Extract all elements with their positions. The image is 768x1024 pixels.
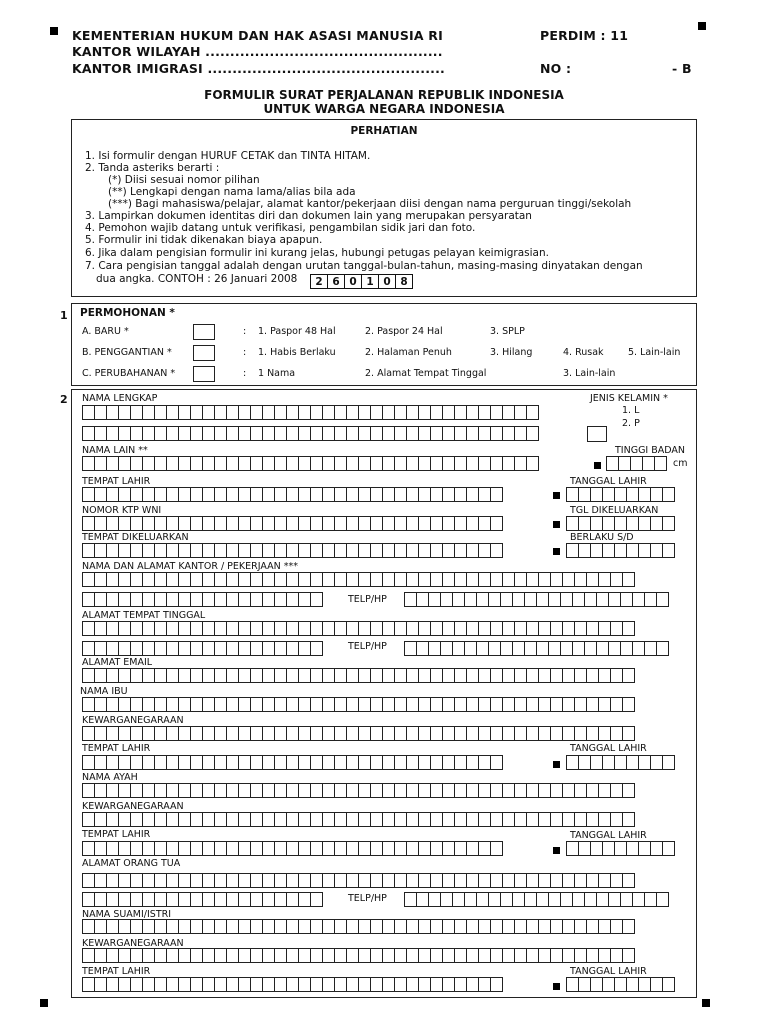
nama-ibu-cells[interactable] [82, 697, 634, 712]
field-marker [553, 847, 560, 854]
tempat-lahir-ayah-cells[interactable] [82, 841, 502, 856]
alamat-email-cells[interactable] [82, 668, 634, 683]
char-cell[interactable] [622, 873, 635, 888]
nama-ayah-cells[interactable] [82, 783, 634, 798]
char-cell[interactable] [662, 543, 675, 558]
notice-heading: PERHATIAN [350, 125, 418, 137]
date-example-digit: 2 [310, 274, 328, 289]
label-tanggal-lahir-ibu: TANGGAL LAHIR [570, 743, 647, 754]
tempat-lahir-pasangan-cells[interactable] [82, 977, 502, 992]
section-number: 2 [60, 393, 68, 406]
colon: : [243, 368, 247, 379]
regional-office-line: KANTOR WILAYAH ................................................ [72, 44, 443, 59]
kantor-row1[interactable] [82, 572, 634, 587]
char-cell[interactable] [662, 487, 675, 502]
char-cell[interactable] [622, 919, 635, 934]
registration-mark [50, 27, 58, 35]
label-telp-hp-orang-tua: TELP/HP [348, 893, 387, 904]
char-cell[interactable] [490, 755, 503, 770]
tempat-lahir-ibu-cells[interactable] [82, 755, 502, 770]
nama-lengkap-row1[interactable] [82, 405, 538, 420]
option-text: 1. Habis Berlaku [258, 347, 336, 358]
label-jenis-kelamin: JENIS KELAMIN * [590, 393, 668, 404]
label-tempat-lahir-ibu: TEMPAT LAHIR [82, 743, 151, 754]
field-marker [553, 492, 560, 499]
notice-item: (**) Lengkapi dengan nama lama/alias bila ada [108, 186, 356, 198]
label-tempat-lahir-pasangan: TEMPAT LAHIR [82, 966, 151, 977]
gender-choice-box[interactable] [587, 426, 607, 442]
kewarganegaraan-ayah-cells[interactable] [82, 812, 634, 827]
label-nama-suami-istri: NAMA SUAMI/ISTRI [82, 909, 172, 920]
char-cell[interactable] [622, 783, 635, 798]
char-cell[interactable] [622, 812, 635, 827]
notice-item: 7. Cara pengisian tanggal adalah dengan urutan tanggal-bulan-tahun, masing-masing dinyatakan dengan [85, 260, 643, 272]
char-cell[interactable] [310, 641, 323, 656]
perdim-number: PERDIM : 11 [540, 28, 629, 43]
alamat-tinggal-row1[interactable] [82, 621, 634, 636]
field-marker [553, 983, 560, 990]
char-cell[interactable] [662, 977, 675, 992]
ministry-name: KEMENTERIAN HUKUM DAN HAK ASASI MANUSIA RI [72, 28, 443, 43]
tanggal-lahir-pasangan-cells[interactable] [566, 977, 674, 992]
alamat-orang-tua-row2[interactable] [82, 892, 322, 907]
label-telp-hp: TELP/HP [348, 594, 387, 605]
label-nama-alamat-kantor: NAMA DAN ALAMAT KANTOR / PEKERJAAN *** [82, 561, 299, 572]
alamat-orang-tua-row1[interactable] [82, 873, 634, 888]
field-marker [553, 761, 560, 768]
option-text: 3. Lain-lain [563, 368, 616, 379]
label-alamat-tinggal: ALAMAT TEMPAT TINGGAL [82, 610, 206, 621]
registration-mark [40, 999, 48, 1007]
tanggal-lahir-ayah-cells[interactable] [566, 841, 674, 856]
label-berlaku: BERLAKU S/D [570, 532, 634, 543]
label-nomor-ktp: NOMOR KTP WNI [82, 505, 162, 516]
char-cell[interactable] [622, 948, 635, 963]
char-cell[interactable] [662, 516, 675, 531]
gender-option-l: 1. L [622, 405, 640, 416]
label-kewarganegaraan: KEWARGANEGARAAN [82, 715, 184, 726]
notice-item: (***) Bagi mahasiswa/pelajar, alamat kantor/pekerjaan diisi dengan nama perguruan tinggi/sekolah [108, 198, 632, 210]
label-nama-lengkap: NAMA LENGKAP [82, 393, 158, 404]
label-kewarganegaraan-ayah: KEWARGANEGARAAN [82, 801, 184, 812]
option-text: 3. SPLP [490, 326, 525, 337]
label-telp-hp: TELP/HP [348, 641, 387, 652]
option-text: 2. Alamat Tempat Tinggal [365, 368, 487, 379]
field-marker [553, 521, 560, 528]
label-tanggal-lahir-ayah: TANGGAL LAHIR [570, 830, 647, 841]
tanggal-lahir-cells[interactable] [566, 487, 674, 502]
label-alamat-email: ALAMAT EMAIL [82, 657, 153, 668]
tgl-dikeluarkan-cells[interactable] [566, 516, 674, 531]
label-tempat-lahir: TEMPAT LAHIR [82, 476, 151, 487]
form-number-label: NO : [540, 61, 572, 76]
alamat-tinggal-row2[interactable] [82, 641, 322, 656]
char-cell[interactable] [622, 572, 635, 587]
notice-item: 6. Jika dalam pengisian formulir ini kurang jelas, hubungi petugas pelayan keimigrasian. [85, 247, 549, 259]
label-tanggal-lahir: TANGGAL LAHIR [570, 476, 647, 487]
option-text: 1. Paspor 48 Hal [258, 326, 336, 337]
notice-item: 2. Tanda asteriks berarti : [85, 162, 220, 174]
kantor-row2[interactable] [82, 592, 322, 607]
option-label-perubahanan: C. PERUBAHANAN * [82, 368, 176, 379]
label-tanggal-lahir-pasangan: TANGGAL LAHIR [570, 966, 647, 977]
label-tinggi-badan: TINGGI BADAN [615, 445, 686, 456]
date-example-digit: 1 [361, 274, 379, 289]
telp-kantor-cells[interactable] [404, 592, 668, 607]
option-label-baru: A. BARU * [82, 326, 129, 337]
notice-item: 4. Pemohon wajib datang untuk verifikasi, pengambilan sidik jari dan foto. [85, 222, 476, 234]
date-example-digit: 0 [344, 274, 362, 289]
label-nama-lain: NAMA LAIN ** [82, 445, 148, 456]
section-number: 1 [60, 309, 68, 322]
registration-mark [702, 999, 710, 1007]
notice-item: 1. Isi formulir dengan HURUF CETAK dan TINTA HITAM. [85, 150, 371, 162]
date-example-digit: 8 [395, 274, 413, 289]
notice-item: 5. Formulir ini tidak dikenakan biaya apapun. [85, 234, 323, 246]
option-text: 3. Hilang [490, 347, 533, 358]
char-cell[interactable] [656, 641, 669, 656]
option-label-penggantian: B. PENGGANTIAN * [82, 347, 172, 358]
tinggi-badan-cells[interactable] [606, 456, 666, 471]
kewarganegaraan-ibu-cells[interactable] [82, 726, 634, 741]
char-cell[interactable] [490, 977, 503, 992]
char-cell[interactable] [656, 892, 669, 907]
date-example-digit: 0 [378, 274, 396, 289]
char-cell[interactable] [490, 841, 503, 856]
field-marker [553, 548, 560, 555]
field-marker [594, 462, 601, 469]
label-tgl-dikeluarkan: TGL DIKELUARKAN [570, 505, 659, 516]
option-text: 2. Halaman Penuh [365, 347, 452, 358]
gender-option-p: 2. P [622, 418, 640, 429]
section1-heading: PERMOHONAN * [80, 307, 175, 319]
char-cell[interactable] [622, 621, 635, 636]
char-cell[interactable] [526, 456, 539, 471]
char-cell[interactable] [656, 592, 669, 607]
char-cell[interactable] [526, 426, 539, 441]
char-cell[interactable] [622, 697, 635, 712]
nama-lain-row[interactable] [82, 456, 538, 471]
option-text: 1 Nama [258, 368, 296, 379]
nama-lengkap-row2[interactable] [82, 426, 538, 441]
notice-item: 3. Lampirkan dokumen identitas diri dan dokumen lain yang merupakan persyaratan [85, 210, 532, 222]
form-title: FORMULIR SURAT PERJALANAN REPUBLIK INDONESIA [204, 88, 564, 102]
option-text: 5. Lain-lain [628, 347, 681, 358]
char-cell[interactable] [662, 755, 675, 770]
char-cell[interactable] [490, 543, 503, 558]
option-text: 2. Paspor 24 Hal [365, 326, 443, 337]
registration-mark [698, 22, 706, 30]
nama-suami-istri-cells[interactable] [82, 919, 634, 934]
label-tempat-lahir-ayah: TEMPAT LAHIR [82, 829, 151, 840]
label-tempat-dikeluarkan: TEMPAT DIKELUARKAN [82, 532, 189, 543]
date-example-boxes [310, 274, 412, 289]
nomor-ktp-cells[interactable] [82, 516, 502, 531]
telp-tinggal-cells[interactable] [404, 641, 668, 656]
char-cell[interactable] [490, 487, 503, 502]
perubahanan-choice-box[interactable] [193, 366, 215, 382]
char-cell[interactable] [490, 516, 503, 531]
colon: : [243, 326, 247, 337]
label-kewarganegaraan-pasangan: KEWARGANEGARAAN [82, 938, 184, 949]
option-text: 4. Rusak [563, 347, 604, 358]
tempat-lahir-cells[interactable] [82, 487, 502, 502]
date-example-digit: 6 [327, 274, 345, 289]
label-nama-ibu: NAMA IBU [80, 686, 128, 697]
tempat-dikeluarkan-cells[interactable] [82, 543, 502, 558]
notice-item: dua angka. CONTOH : 26 Januari 2008 [96, 273, 298, 285]
label-alamat-orang-tua: ALAMAT ORANG TUA [82, 858, 181, 869]
berlaku-cells[interactable] [566, 543, 674, 558]
kewarganegaraan-pasangan-cells[interactable] [82, 948, 634, 963]
label-cm: cm [673, 458, 688, 469]
notice-item: (*) Diisi sesuai nomor pilihan [108, 174, 260, 186]
label-nama-ayah: NAMA AYAH [82, 772, 138, 783]
form-subtitle: UNTUK WARGA NEGARA INDONESIA [263, 102, 505, 116]
form-code: - B [672, 61, 692, 76]
char-cell[interactable] [654, 456, 667, 471]
char-cell[interactable] [310, 892, 323, 907]
char-cell[interactable] [622, 668, 635, 683]
colon: : [243, 347, 247, 358]
char-cell[interactable] [526, 405, 539, 420]
immigration-office-line: KANTOR IMIGRASI ................................................ [72, 61, 445, 76]
char-cell[interactable] [310, 592, 323, 607]
tanggal-lahir-ibu-cells[interactable] [566, 755, 674, 770]
penggantian-choice-box[interactable] [193, 345, 215, 361]
char-cell[interactable] [622, 726, 635, 741]
telp-orang-tua-cells[interactable] [404, 892, 668, 907]
char-cell[interactable] [662, 841, 675, 856]
baru-choice-box[interactable] [193, 324, 215, 340]
